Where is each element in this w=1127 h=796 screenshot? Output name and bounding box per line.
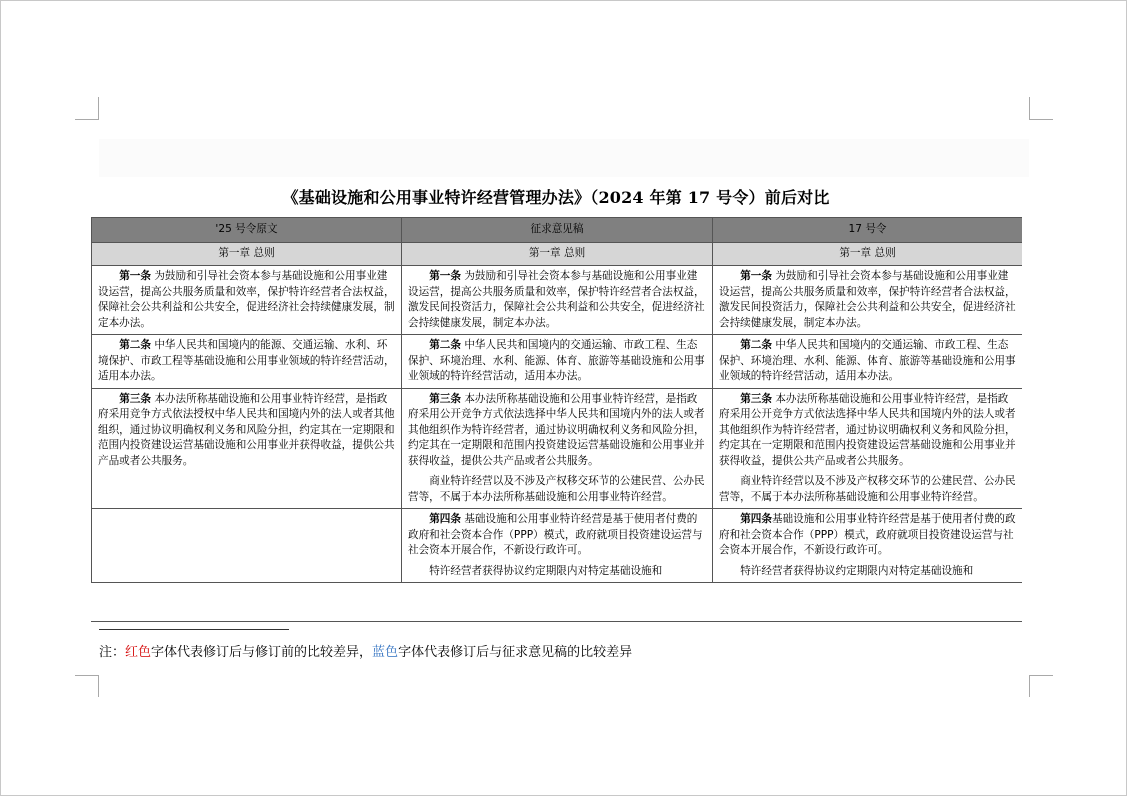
- table-row: [92, 266, 1023, 335]
- footnote-suffix: 字体代表修订后与征求意见稿的比较差异: [398, 645, 633, 660]
- crop-mark-top-right-v: [1029, 97, 1030, 119]
- crop-mark-top-left-v: [98, 97, 99, 119]
- table-cell-col1: [92, 388, 402, 509]
- crop-mark-bottom-left-h: [75, 675, 99, 676]
- article-text: 为鼓励和引导社会资本参与基础设施和公用事业建设运营，提高公共服务质量和效率，保护特许经营者合法权益，激发民间投资活力，保障社会公共利益和公共安全，促进经济社会持续健康发展，制定本办法。: [719, 270, 1016, 329]
- article-number: 第一条: [119, 270, 151, 282]
- table-row: [92, 335, 1023, 389]
- crop-mark-top-left-h: [75, 119, 99, 120]
- table-cell-col3: [713, 335, 1023, 389]
- page-header-area: [99, 139, 1029, 177]
- article-number: 第二条: [740, 339, 772, 351]
- article-text: 中华人民共和国境内的交通运输、市政工程、生态保护、环境治理、水利、能源、体育、旅游等基础设施和公用事业领域的特许经营活动，适用本办法。: [408, 339, 705, 382]
- chapter-cell: 第一章 总则: [92, 243, 402, 266]
- article-number: 第二条: [119, 339, 151, 351]
- table-cell-col3: [713, 266, 1023, 335]
- table-header-row: [92, 218, 1023, 243]
- table-cell-col2: [402, 335, 713, 389]
- table-cell-col2: [402, 509, 713, 583]
- article-text: 本办法所称基础设施和公用事业特许经营，是指政府采用公开竞争方式依法选择中华人民共和国境内外的法人或者其他组织作为特许经营者，通过协议明确权利义务和风险分担，约定其在一定期限和范围内投资建设运营基础设施和公用事业并获得收益，提供公共产品或者公共服务。: [408, 392, 705, 467]
- article-paragraph: [408, 269, 706, 331]
- article-number: 第三条: [119, 392, 151, 405]
- article-paragraph: [408, 338, 706, 385]
- header-draft: 征求意见稿: [402, 218, 713, 243]
- table-row: [92, 509, 1023, 583]
- footnote-separator: [99, 629, 289, 630]
- table-cell-col2: [402, 388, 713, 509]
- chapter-cell: 第一章 总则: [402, 243, 713, 266]
- article-text: 基础设施和公用事业特许经营是基于使用者付费的政府和社会资本合作（PPP）模式，政府就项目投资建设运营与社会资本开展合作，不新设行政许可。: [408, 513, 703, 556]
- article-text: 为鼓励和引导社会资本参与基础设施和公用事业建设运营，提高公共服务质量和效率，保护特许经营者合法权益，激发民间投资活力，保障社会公共利益和公共安全，促进经济社会持续健康发展，制定本办法。: [408, 270, 705, 329]
- footnote-mid: 字体代表修订后与修订前的比较差异，: [151, 645, 373, 660]
- table-cell-col3: [713, 509, 1023, 583]
- comparison-table: [91, 217, 1022, 583]
- article-paragraph: [98, 338, 395, 385]
- footnote-blue-word: 蓝色: [372, 645, 399, 660]
- article-text: 为鼓励和引导社会资本参与基础设施和公用事业建设运营，提高公共服务质量和效率，保护特许经营者合法权益，保障社会公共利益和公共安全，促进经济社会持续健康发展，制定本办法。: [98, 270, 395, 329]
- article-number: 第一条: [740, 270, 772, 282]
- article-paragraph: [719, 392, 1016, 470]
- article-text: 中华人民共和国境内的交通运输、市政工程、生态保护、环境治理、水利、能源、体育、旅游等基础设施和公用事业领域的特许经营活动，适用本办法。: [719, 339, 1016, 382]
- article-paragraph: [408, 392, 706, 470]
- article-paragraph: [719, 474, 1016, 505]
- article-number: 第四条: [740, 513, 772, 525]
- article-paragraph: [408, 564, 706, 580]
- article-paragraph: [98, 392, 395, 470]
- article-text: 商业特许经营以及不涉及产权移交环节的公建民营、公办民营等，不属于本办法所称基础设施和公用事业特许经营。: [719, 475, 1016, 503]
- article-paragraph: [408, 512, 706, 559]
- footnote-prefix: 注：: [99, 645, 126, 660]
- table-cell-col1: [92, 335, 402, 389]
- article-text: 本办法所称基础设施和公用事业特许经营，是指政府采用竞争方式依法授权中华人民共和国境内外的法人或者其他组织，通过协议明确权利义务和风险分担，约定其在一定期限和范围内投资建设运营基础设施和公用事业并获得收益，提供公共产品或者公共服务。: [98, 392, 395, 467]
- article-number: 第三条: [429, 392, 461, 405]
- header-order-17: 17 号令: [713, 218, 1023, 243]
- article-paragraph: [98, 269, 395, 331]
- table-cell-col1: [92, 509, 402, 583]
- header-original: '25 号令原文: [92, 218, 402, 243]
- chapter-cell: 第一章 总则: [713, 243, 1023, 266]
- article-text: 商业特许经营以及不涉及产权移交环节的公建民营、公办民营等，不属于本办法所称基础设施和公用事业特许经营。: [408, 475, 705, 503]
- table-row: [92, 388, 1023, 509]
- crop-mark-bottom-left-v: [98, 675, 99, 697]
- article-paragraph: [408, 474, 706, 505]
- article-number: 第一条: [429, 270, 461, 282]
- article-text: 中华人民共和国境内的能源、交通运输、水利、环境保护、市政工程等基础设施和公用事业领域的特许经营活动，适用本办法。: [98, 339, 395, 382]
- table-cell-col3: [713, 388, 1023, 509]
- table-cell-col1: [92, 266, 402, 335]
- footnote-red-word: 红色: [125, 645, 152, 660]
- article-text: 本办法所称基础设施和公用事业特许经营，是指政府采用公开竞争方式依法选择中华人民共和国境内外的法人或者其他组织作为特许经营者，通过协议明确权利义务和风险分担，约定其在一定期限和范围内投资建设运营基础设施和公用事业并获得收益，提供公共产品或者公共服务。: [719, 392, 1016, 467]
- footnote: [99, 641, 632, 660]
- article-number: 第四条: [429, 513, 461, 525]
- crop-mark-bottom-right-v: [1029, 675, 1030, 697]
- chapter-row: [92, 243, 1023, 266]
- crop-mark-bottom-right-h: [1029, 675, 1053, 676]
- article-number: 第三条: [740, 392, 772, 405]
- document-title: 《基础设施和公用事业特许经营管理办法》（2024 年第 17 号令）前后对比: [282, 188, 830, 207]
- table-cell-col2: [402, 266, 713, 335]
- comparison-table-wrapper: [91, 217, 1022, 622]
- article-paragraph: [719, 512, 1016, 559]
- article-paragraph: [719, 338, 1016, 385]
- article-number: 第二条: [429, 339, 461, 351]
- article-text: 特许经营者获得协议约定期限内对特定基础设施和: [429, 564, 663, 577]
- article-paragraph: [719, 564, 1016, 580]
- crop-mark-top-right-h: [1029, 119, 1053, 120]
- article-paragraph: [719, 269, 1016, 331]
- article-text: 特许经营者获得协议约定期限内对特定基础设施和: [740, 564, 974, 577]
- article-text: 基础设施和公用事业特许经营是基于使用者付费的政府和社会资本合作（PPP）模式，政府就项目投资建设运营与社会资本开展合作，不新设行政许可。: [719, 513, 1016, 556]
